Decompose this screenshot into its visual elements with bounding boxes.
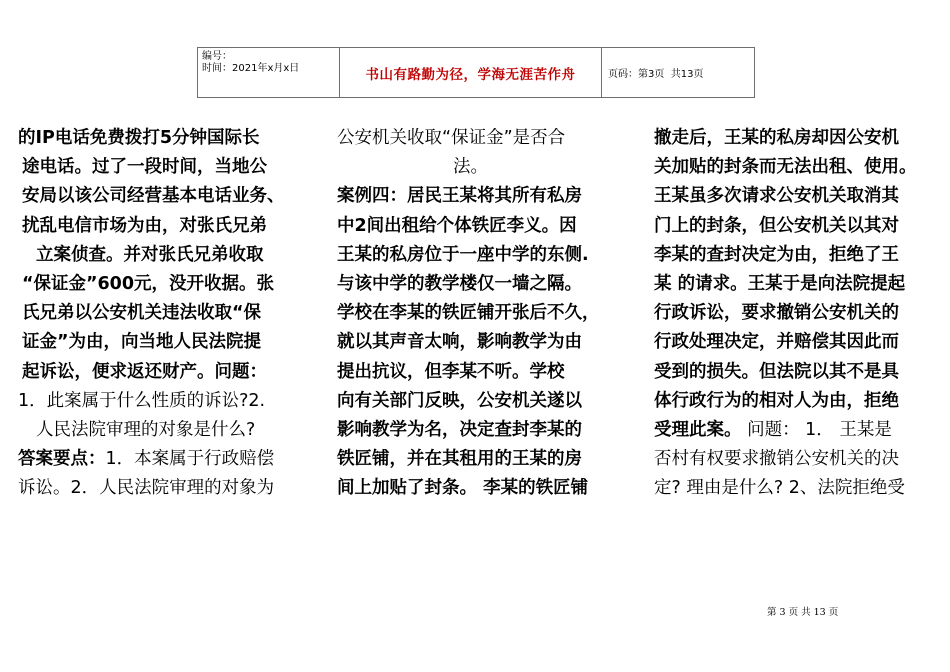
text-line: 铁匠铺，并在其租用的王某的房 bbox=[337, 449, 582, 470]
text-line: 扰乱电信市场为由，对张氏兄弟 bbox=[22, 215, 267, 236]
answer-label: 答案要点： bbox=[18, 449, 106, 470]
text-line: 的IP电话免费拨打5分钟国际长 bbox=[18, 128, 260, 148]
text-line: 行政处理决定，并赔偿其因此而 bbox=[654, 332, 899, 353]
text-line: 就以其声音太响，影响教学为由 bbox=[337, 332, 582, 353]
text-line: 否村有权要求撤销公安机关的决 bbox=[654, 449, 899, 470]
text-line: 王某的私房位于一座中学的东侧. bbox=[337, 244, 589, 265]
question-text: 问题： 1． 王某是 bbox=[747, 419, 892, 440]
answer-text: 1．本案属于行政赔偿 bbox=[105, 449, 275, 470]
text-line: 起诉讼，便求返还财产。问题： bbox=[22, 361, 267, 382]
text-line: 诉讼。2．人民法院审理的对象为 bbox=[18, 478, 275, 499]
text-line: 向有关部门反映，公安机关遂以 bbox=[337, 390, 582, 411]
text-line: 人民法院审理的对象是什么? bbox=[36, 419, 256, 440]
motto-text: 书山有路勤为径，学海无涯苦作舟 bbox=[365, 66, 576, 83]
text-line: 影响教学为名，决定查封李某的 bbox=[337, 419, 582, 440]
header-motto-cell bbox=[340, 48, 602, 97]
text-line: 王某虽多次请求公安机关取消其 bbox=[654, 186, 899, 207]
number-label: 编号： bbox=[202, 51, 232, 62]
text-line: 安局以该公司经营基本电话业务、 bbox=[22, 186, 285, 207]
header-page-cell bbox=[602, 48, 754, 97]
text-line: 法。 bbox=[453, 157, 488, 178]
text-line: 受到的损失。但法院以其不是具 bbox=[654, 361, 899, 382]
text-line: 行政诉讼，要求撤销公安机关的 bbox=[654, 303, 899, 324]
left-text-column bbox=[18, 124, 318, 503]
page-code: 页码：第3页 共13页 bbox=[608, 69, 704, 80]
header-meta-cell bbox=[198, 48, 340, 97]
middle-text-column bbox=[337, 124, 627, 503]
right-text-column bbox=[654, 124, 950, 503]
text-line: 途电话。过了一段时间，当地公 bbox=[22, 157, 267, 178]
text-line: 提出抗议，但李某不听。学校 bbox=[337, 361, 565, 382]
text-line: “保证金”600元，没开收据。张 bbox=[22, 273, 275, 294]
text-line: 氏兄弟以公安机关违法收取“保 bbox=[22, 303, 262, 324]
text-line: 体行政行为的相对人为由，拒绝 bbox=[654, 390, 899, 411]
text-line: 门上的封条，但公安机关以其对 bbox=[654, 215, 899, 236]
text-line: 中2间出租给个体铁匠李义。因 bbox=[337, 215, 577, 236]
text-line: 受理此案。 bbox=[654, 419, 742, 440]
question-line bbox=[654, 416, 950, 445]
time-label: 时间：2021年x月x日 bbox=[202, 63, 300, 74]
text-line: 李某的查封决定为由，拒绝了王 bbox=[654, 244, 899, 265]
text-line: 学校在李某的铁匠铺开张后不久， bbox=[337, 303, 600, 324]
text-line: 案例四：居民王某将其所有私房 bbox=[337, 186, 582, 207]
text-line: 证金”为由，向当地人民法院提 bbox=[22, 332, 262, 353]
text-line: 1．此案属于什么性质的诉讼?2. bbox=[18, 390, 266, 411]
text-line: 关加贴的封条而无法出租、使用。 bbox=[654, 157, 917, 178]
text-line: 公安机关收取“保证金”是否合 bbox=[337, 128, 566, 148]
text-line: 定? 理由是什么? 2、法院拒绝受 bbox=[654, 478, 905, 499]
text-line: 撤走后，王某的私房却因公安机 bbox=[654, 128, 899, 148]
text-line: 与该中学的教学楼仅一墙之隔。 bbox=[337, 273, 582, 294]
text-line: 间上加贴了封条。 李某的铁匠铺 bbox=[337, 478, 589, 499]
page-footer: 第 3 页 共 13 页 bbox=[767, 607, 839, 618]
text-line: 立案侦查。并对张氏兄弟收取 bbox=[36, 244, 264, 265]
text-line: 某 的请求。王某于是向法院提起 bbox=[654, 273, 906, 294]
document-header-table bbox=[197, 47, 755, 98]
answer-line bbox=[18, 445, 318, 474]
